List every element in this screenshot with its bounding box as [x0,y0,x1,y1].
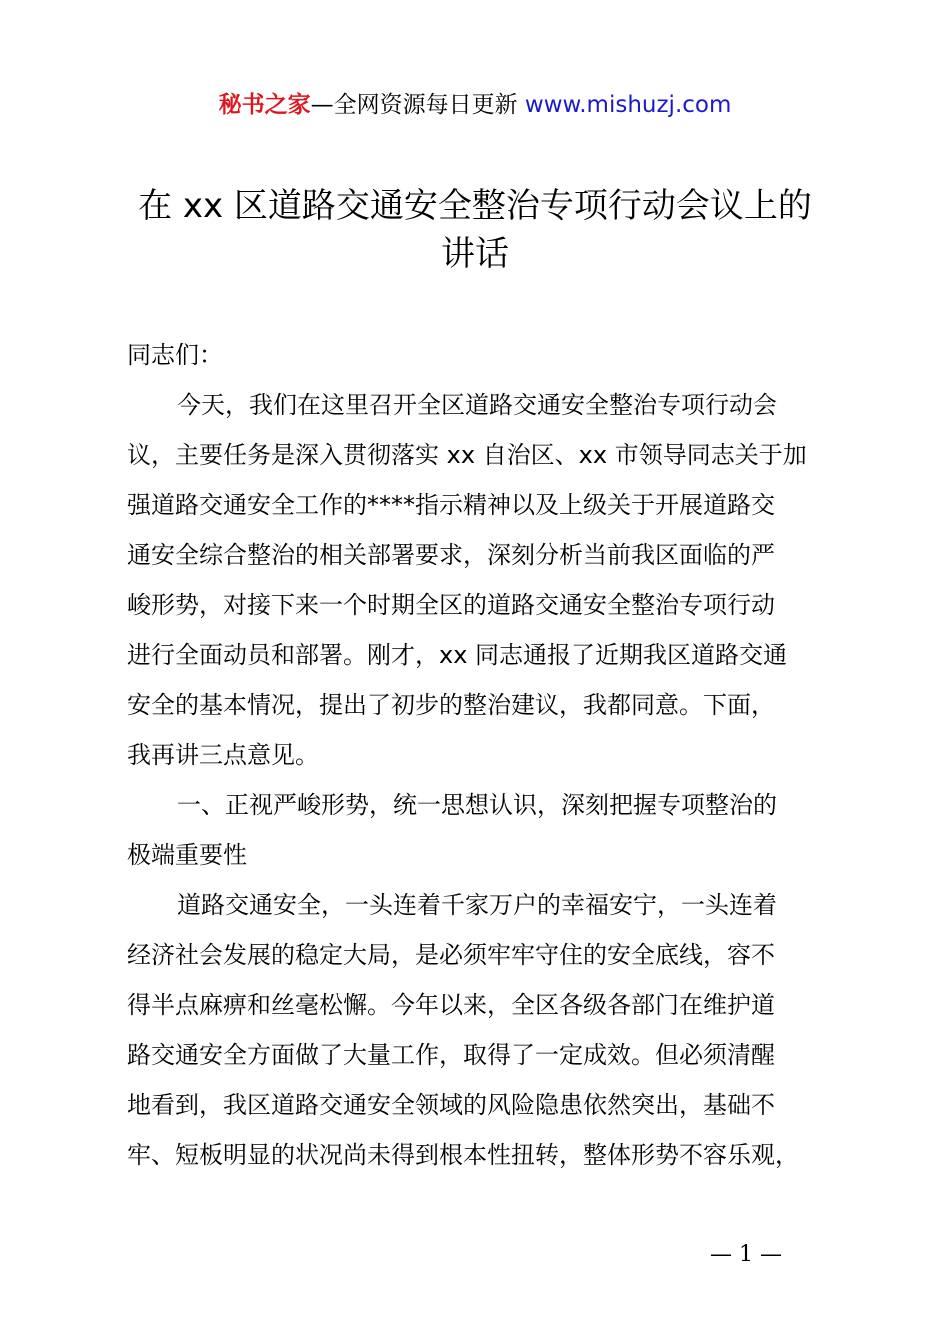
document-title [110,182,840,278]
paragraph-2-line: 路交通安全方面做了大量工作，取得了一定成效。但必须清醒 [127,1041,775,1069]
salutation: 同志们： [127,341,223,369]
paragraph-2-line: 道路交通安全，一头连着千家万户的幸福安宁，一头连着 [177,891,777,919]
paragraph-1-line: 今天，我们在这里召开全区道路交通安全整治专项行动会 [177,391,777,419]
paragraph-2-line: 得半点麻痹和丝毫松懈。今年以来，全区各级各部门在维护道 [127,991,775,1019]
section-heading-line: 极端重要性 [127,841,247,869]
site-header [0,88,950,122]
title-line-1: 在 xx 区道路交通安全整治专项行动会议上的 [138,186,812,226]
page-number [0,1240,950,1270]
paragraph-2-line: 地看到，我区道路交通安全领域的风险隐患依然突出，基础不 [127,1091,775,1119]
paragraph-1-line: 进行全面动员和部署。刚才，xx 同志通报了近期我区道路交通 [127,641,788,669]
site-url-link[interactable]: www.mishuzj.com [524,92,732,118]
paragraph-2-line: 牢、短板明显的状况尚未得到根本性扭转，整体形势不容乐观， [127,1141,799,1169]
header-slogan: —全网资源每日更新 [310,92,518,118]
paragraph-1-line: 我再讲三点意见。 [127,741,319,769]
paragraph-1-line: 通安全综合整治的相关部署要求，深刻分析当前我区面临的严 [127,541,775,569]
paragraph-1-line: 议，主要任务是深入贯彻落实 xx 自治区、xx 市领导同志关于加 [127,441,807,469]
paragraph-2-line: 经济社会发展的稳定大局，是必须牢牢守住的安全底线，容不 [127,941,775,969]
paragraph-1-line: 强道路交通安全工作的****指示精神以及上级关于开展道路交 [127,491,775,519]
document-body [127,330,839,1180]
page-number-text: — 1 — [710,1242,782,1267]
section-heading-line: 一、正视严峻形势，统一思想认识，深刻把握专项整治的 [177,791,777,819]
title-line-2: 讲话 [441,234,509,274]
brand-name: 秘书之家 [218,92,311,118]
paragraph-1-line: 峻形势，对接下来一个时期全区的道路交通安全整治专项行动 [127,591,775,619]
paragraph-1-line: 安全的基本情况，提出了初步的整治建议，我都同意。下面， [127,691,775,719]
